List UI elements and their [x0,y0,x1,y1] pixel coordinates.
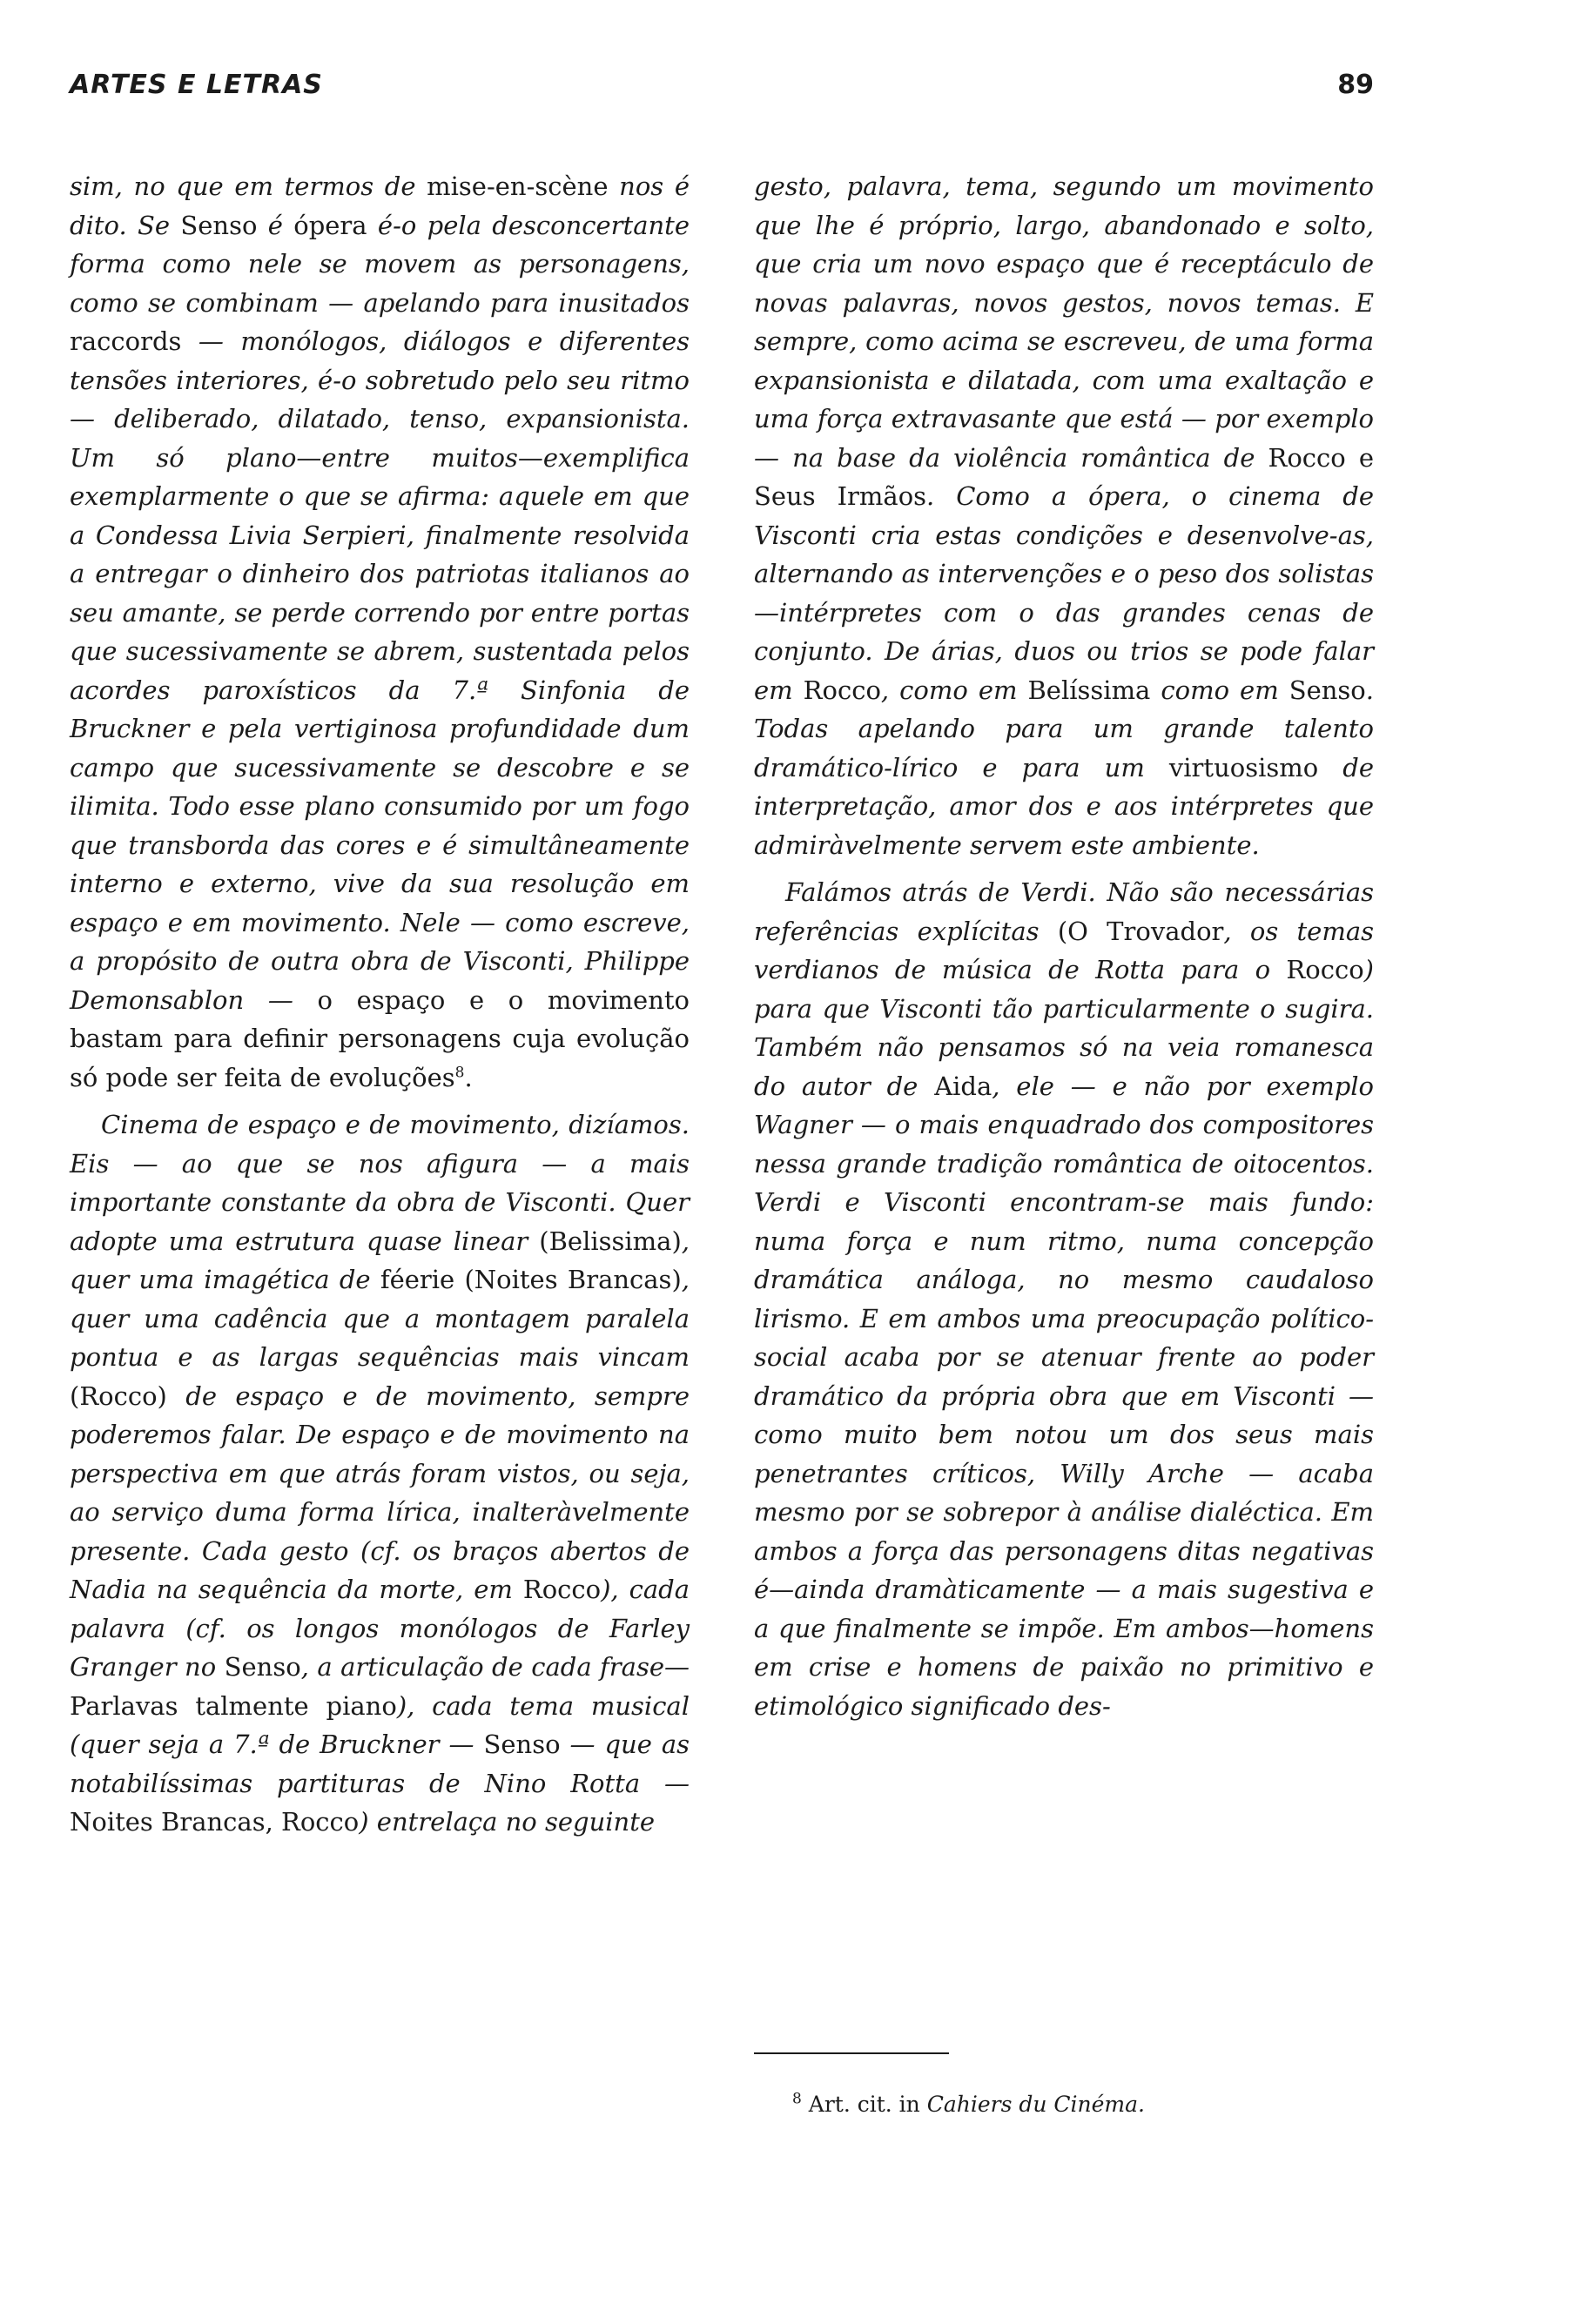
upright-run: Parlavas talmente piano [70,1690,397,1721]
footnote-marker: 8 [792,2090,802,2108]
italic-run: gesto, palavra, tema, segundo um movimento que lhe é próprio, largo, abandonado e solto, que cria um novo espaço que é receptáculo de novas palavras, novos gestos, novos temas. E sempre, como acima se escreveu, de uma forma expansionista e dilatada, com uma exaltação e uma força extravasante que está — por exemplo — na base da violência romântica de [754,171,1374,473]
italic-run: . Como a ópera, o cinema de Visconti cria estas condições e desenvolve-as, alternando as intervenções e o peso dos solistas—intérpretes com o das grandes cenas de conjunto. De árias, duos ou trios se pode falar em [754,481,1374,705]
italic-run: sim, no que em termos de [70,171,427,201]
upright-run: Rocco e Seus Irmãos [754,442,1374,511]
italic-run: , quer uma cadência que a montagem paralela pontua e as largas sequências mais vincam [70,1265,690,1372]
italic-run: , os temas verdianos de música de Rotta para o [754,916,1375,984]
upright-run: o espaço e o movimento bastam para definir personagens cuja evolução só pode ser feita de evoluções [70,984,690,1092]
upright-run: Rocco [803,675,881,705]
upright-run: Aida [934,1071,992,1101]
paragraph-text [70,171,690,1092]
footnote [792,2089,1402,2120]
italic-run: de espaço e de movimento, sempre poderemos falar. De espaço e de movimento na perspectiva em que atrás foram vistos, ou seja, ao serviço duma forma lírica, inalteràvelmente presente. Cada gesto (cf. os braços abertos de Nadia na sequência da morte, em [70,1380,690,1604]
footnote-source: Cahiers du Cinéma. [926,2092,1145,2117]
running-title: ARTES E LETRAS [70,70,323,100]
italic-run: , como em [880,675,1028,705]
paragraph [70,1105,690,1842]
page-number: 89 [1337,70,1374,100]
italic-run: , ele — e não por exemplo Wagner — o mais enquadrado dos compositores nessa grande tradição romântica de oitocentos. Verdi e Visconti encontram-se mais fundo: numa força e num ritmo, numa concepção dramática análoga, no mesmo caudaloso lirismo. E em ambos uma preocupação político-social acaba por se atenuar frente ao poder dramático da própria obra que em Visconti — como muito bem notou um dos seus mais penetrantes críticos, Willy Arche — acaba mesmo por se sobrepor à análise dialéctica. Em ambos a força das personagens ditas negativas é—ainda dramàticamente — a mais sugestiva e a que finalmente se impõe. Em ambos—homens em crise e homens de paixão no primitivo e etimológico significado des- [754,1071,1374,1721]
upright-run: Senso [224,1652,301,1682]
upright-run: Rocco [522,1575,602,1604]
upright-run: (Belissima) [539,1226,682,1256]
upright-run: Rocco [1286,955,1364,984]
upright-run: Belíssima [1027,675,1151,705]
paragraph-text [70,1110,690,1837]
upright-run: (Rocco) [70,1380,167,1411]
italic-run: Falámos atrás de Verdi. Não são necessárias referências explícitas [754,877,1374,946]
paragraph [754,873,1374,1725]
upright-run: virtuosismo [1168,752,1319,783]
italic-run: é [257,210,294,240]
italic-run: ) para que Visconti tão particularmente o sugira. Também não pensamos só na veia romanesca do autor de [754,955,1374,1101]
footnote-ref: 8 [454,1063,465,1081]
upright-run: féerie (Noites Brancas) [380,1265,682,1294]
italic-run: ), cada palavra (cf. os longos monólogos de Farley Granger no [70,1575,690,1682]
upright-run: ópera [293,210,367,240]
italic-run: , a articulação de cada frase— [300,1652,690,1682]
italic-run: é-o pela desconcertante forma como nele se movem as personagens, como se combinam — apelando para inusitados [70,210,690,318]
footnote-text: Art. cit. in [801,2092,927,2117]
italic-run: . Todas apelando para um grande talento dramático-lírico e para um [754,675,1374,783]
paragraph-text [754,171,1374,860]
page-header [0,70,1588,122]
right-column [754,167,1374,1734]
paragraph [70,167,690,1097]
italic-run: , quer uma imagética de [70,1226,690,1294]
paragraph [754,167,1374,864]
left-column [70,167,690,1850]
italic-run: ) entrelaça no seguinte [359,1807,656,1837]
upright-run: Senso [483,1730,561,1759]
italic-run: de interpretação, amor dos e aos intérpretes que admiràvelmente servem este ambiente. [754,752,1374,860]
upright-run: Noites Brancas, Rocco [70,1807,360,1837]
italic-run: ), cada tema musical (quer seja a 7.ª de Bruckner — [70,1690,690,1759]
upright-run: Senso [1289,675,1366,705]
upright-run: Senso [180,210,258,240]
italic-run: como em [1150,675,1289,705]
italic-run: — monólogos, diálogos e diferentes tensões interiores, é-o sobretudo pelo seu ritmo — deliberado, dilatado, tenso, expansionista. Um só plano—entre muitos—exemplifica exemplarmente o que se afirma: aquele em que a Condessa Livia Serpieri, finalmente resolvida a entregar o dinheiro dos patriotas italianos ao seu amante, se perde correndo por entre portas que sucessivamente se abrem, sustentada pelos acordes paroxísticos da 7.ª Sinfonia de Bruckner e pela vertiginosa profundidade dum campo que sucessivamente se descobre e se ilimita. Todo esse plano consumido por um fogo que transborda das cores e é simultâneamente interno e externo, vive da sua resolução em espaço e em movimento. Nele — como escreve, a propósito de outra obra de Visconti, Philippe Demonsablon — [70,326,690,1015]
upright-run: mise-en-scène [427,171,609,201]
upright-run: raccords [70,326,182,356]
paragraph-text [754,877,1374,1721]
footnote-divider [754,2052,949,2054]
upright-run: (O Trovador [1057,916,1224,946]
italic-run: Cinema de espaço e de movimento, dizíamos. Eis — ao que se nos afigura — a mais importante constante da obra de Visconti. Quer adopte uma estrutura quase linear [70,1110,690,1256]
italic-run: nos é dito. Se [70,171,690,240]
italic-run: — que as notabilíssimas partituras de Nino Rotta — [70,1730,690,1798]
paragraph-end: . [464,1062,473,1092]
